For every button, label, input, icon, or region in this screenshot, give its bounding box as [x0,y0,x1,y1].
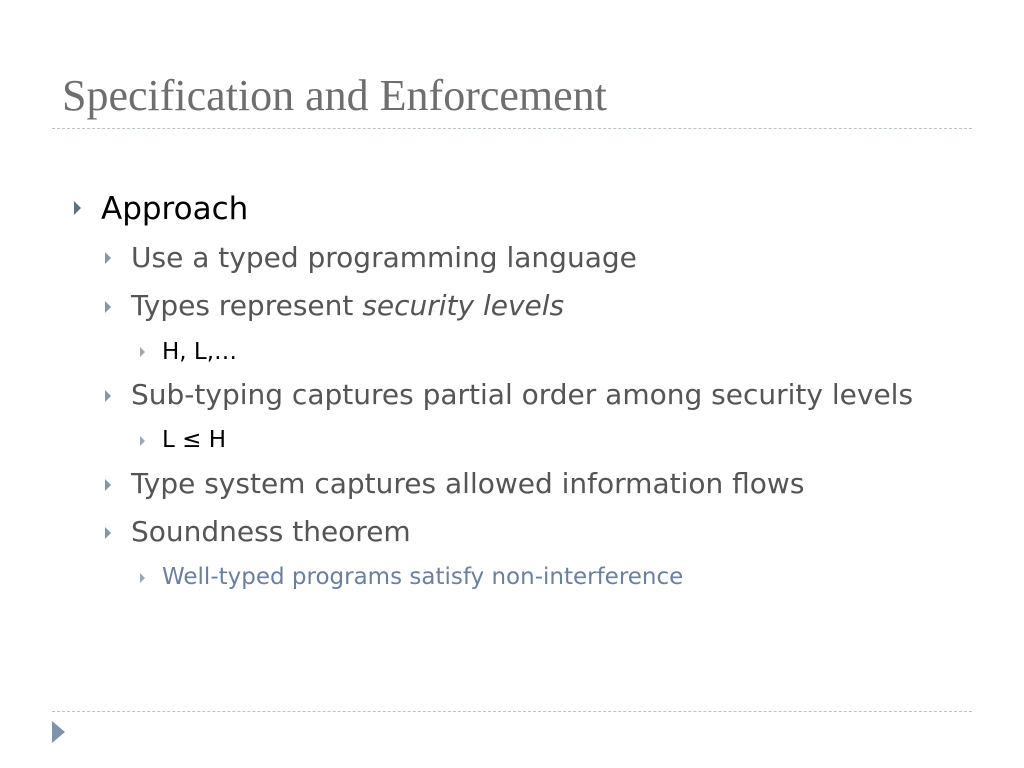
title-divider [52,128,972,129]
bullet-text-emphasis: security levels [362,289,565,322]
bullet-arrow-icon [74,201,81,215]
bullet-arrow-icon [105,479,111,491]
bullet-text: Use a typed programming language [131,241,637,274]
bullet-text-plain: Types represent [131,289,363,322]
bullet-arrow-icon [140,436,145,446]
bullet-text: Soundness theorem [131,515,411,548]
bullet-arrow-icon [105,527,111,539]
bullet-text: Approach [101,191,249,227]
bullet-arrow-icon [105,301,111,313]
slide-title: Specification and Enforcement [62,71,607,120]
footer-divider [52,711,972,712]
bullet-text: Sub-typing captures partial order among security levels [131,378,914,411]
play-arrow-icon[interactable] [52,721,65,743]
bullet-arrow-icon [140,347,145,357]
bullet-text: L ≤ H [162,427,227,453]
bullet-text: H, L,… [162,339,238,365]
bullet-text [131,289,564,323]
bullet-text: Well-typed programs satisfy non-interference [162,564,684,590]
bullet-arrow-icon [105,390,111,402]
bullet-text: Type system captures allowed information flows [131,467,805,500]
bullet-arrow-icon [140,573,145,583]
bullet-arrow-icon [105,252,111,264]
